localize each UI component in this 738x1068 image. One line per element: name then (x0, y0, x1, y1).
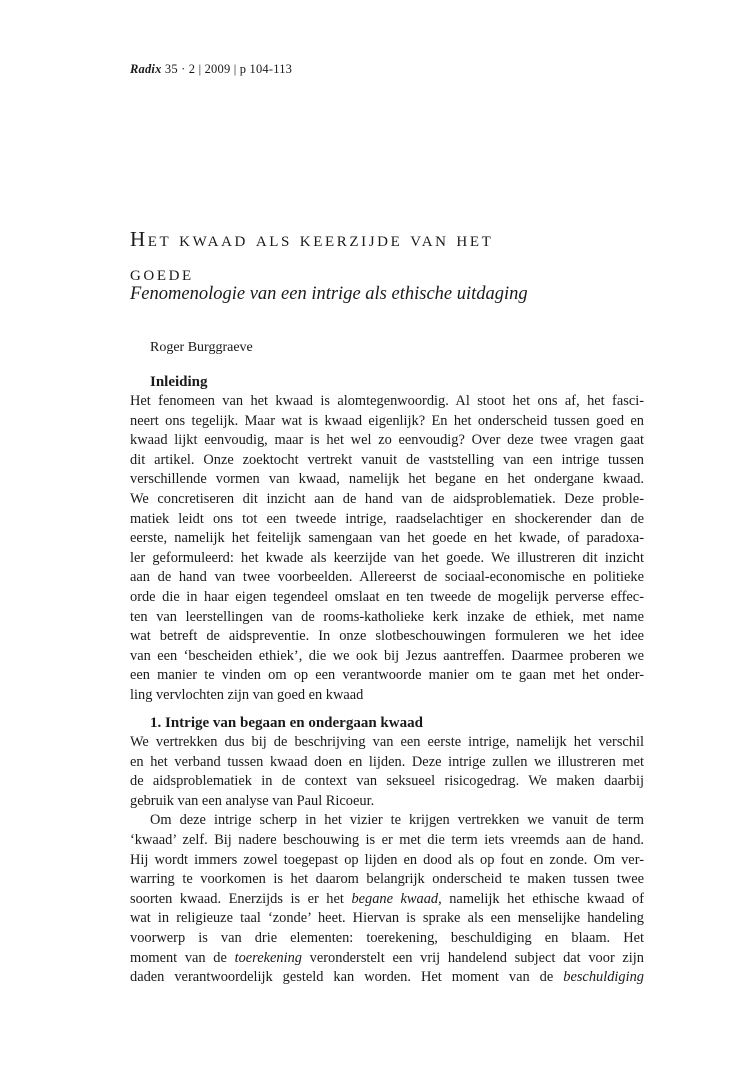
text-line (130, 890, 644, 910)
emphasis-term: beschuldiging (563, 969, 644, 986)
text-line: warring te voorkomen is het daarom belangrijk onderscheid te maken tussen twee (130, 871, 644, 888)
text-line: de aidsproblematiek in de context van seksueel risicogedrag. We maken daarbij (130, 773, 644, 790)
text-line: ler geformuleerd: het kwade als keerzijde van het goede. We illustreren dit inzicht (130, 549, 644, 566)
text-run: daden verantwoordelijk gesteld kan worden. Het moment van de (130, 969, 564, 986)
text-line: matiek leidt ons tot een tweede intrige, raadselachtiger en shockerender dan de (130, 510, 644, 527)
text-line (130, 949, 644, 969)
text-line: We vertrekken dus bij de beschrijving van een eerste intrige, namelijk het verschil (130, 734, 644, 750)
text-line: kwaad lijkt eenvoudig, maar is het wel zo eenvoudig? Over deze twee vragen gaat (130, 432, 644, 449)
text-line: ling vervlochten zijn van goed en kwaad (130, 686, 364, 703)
text-line: Om deze intrige scherp in het vizier te krijgen vertrekken we vanuit de term (150, 812, 644, 829)
text-line: Hij wordt immers zowel toegepast op lijden en dood als op fout en zonde. Om ver- (130, 851, 644, 868)
journal-name: Radix (130, 62, 162, 76)
text-line: We concretiseren dit inzicht aan de hand van de aidsproblematiek. Deze proble- (130, 490, 644, 507)
text-line: van een ‘bescheiden ethiek’, die we ook bij Jezus aantreffen. Daarmee proberen we (130, 647, 644, 664)
text-line: verschillende vormen van kwaad, namelijk het begane en het ondergane kwaad. (130, 471, 644, 488)
text-line: eerste, namelijk het feitelijk samengaan van het goede en het kwade, of paradoxa- (130, 530, 644, 547)
text-line: orde die in haar eigen tegendeel omslaat en ten tweede de mogelijk perverse effec- (130, 588, 644, 605)
citation: 35 · 2 | 2009 | p 104-113 (164, 62, 293, 76)
emphasis-term: begane kwaad (351, 890, 439, 907)
intro-section (130, 373, 644, 706)
text-line: ten van leerstellingen van de rooms-katholieke kerk inzake de ethiek, met name (130, 608, 644, 625)
text-line: wat betreft de aidspreventie. In onze slotbeschouwingen formuleren we het idee (130, 628, 644, 645)
intro-heading: Inleiding (150, 374, 208, 390)
section-1-heading: 1. Intrige van begaan en ondergaan kwaad (150, 715, 423, 731)
text-line: neert ons tegelijk. Maar wat is kwaad eigenlijk? En het onderscheid tussen goed en (130, 412, 644, 429)
emphasis-term: toerekening (234, 949, 302, 966)
text-run: moment van de (130, 949, 235, 966)
text-line: wat in religieuze taal ‘zonde’ heet. Hiervan is sprake als een menselijke handeling (130, 910, 644, 927)
text-line: gebruik van een analyse van Paul Ricoeur. (130, 792, 375, 809)
text-line: dit artikel. Onze zoektocht vertrekt vanuit de vaststelling van een intrige tussen (130, 451, 644, 468)
text-line: Het fenomeen van het kwaad is alomtegenwoordig. Al stoot het ons af, het fasci- (130, 393, 644, 409)
text-run: soorten kwaad. Enerzijds is er het (130, 890, 352, 907)
text-line: en het verband tussen kwaad doen en lijden. Deze intrige zullen we illustreren met (130, 753, 644, 770)
section-1 (130, 714, 644, 988)
text-line: een manier te vinden om op een verantwoorde manier om te gaan met het onder- (130, 667, 644, 684)
text-run: veronderstelt een vrij handelend subject dat voor zijn (302, 949, 644, 966)
text-line (130, 968, 644, 988)
article-subtitle: Fenomenologie van een intrige als ethische uitdaging (130, 284, 528, 304)
text-line: aan de hand van twee voorbeelden. Allereerst de sociaal-economische en politieke (130, 569, 644, 586)
text-line: ‘kwaad’ zelf. Bij nadere beschouwing is er met die term iets vreemds aan de hand. (130, 831, 644, 848)
author-name: Roger Burggraeve (150, 340, 253, 355)
title-line: goede (130, 261, 194, 285)
title-line: Het kwaad als keerzijde van het (130, 227, 494, 251)
text-line: voorwerp is van drie elementen: toerekening, beschuldiging en blaam. Het (130, 929, 644, 946)
running-header (130, 62, 292, 77)
text-run: , namelijk het ethische kwaad of (438, 890, 644, 907)
article-title (130, 222, 650, 290)
